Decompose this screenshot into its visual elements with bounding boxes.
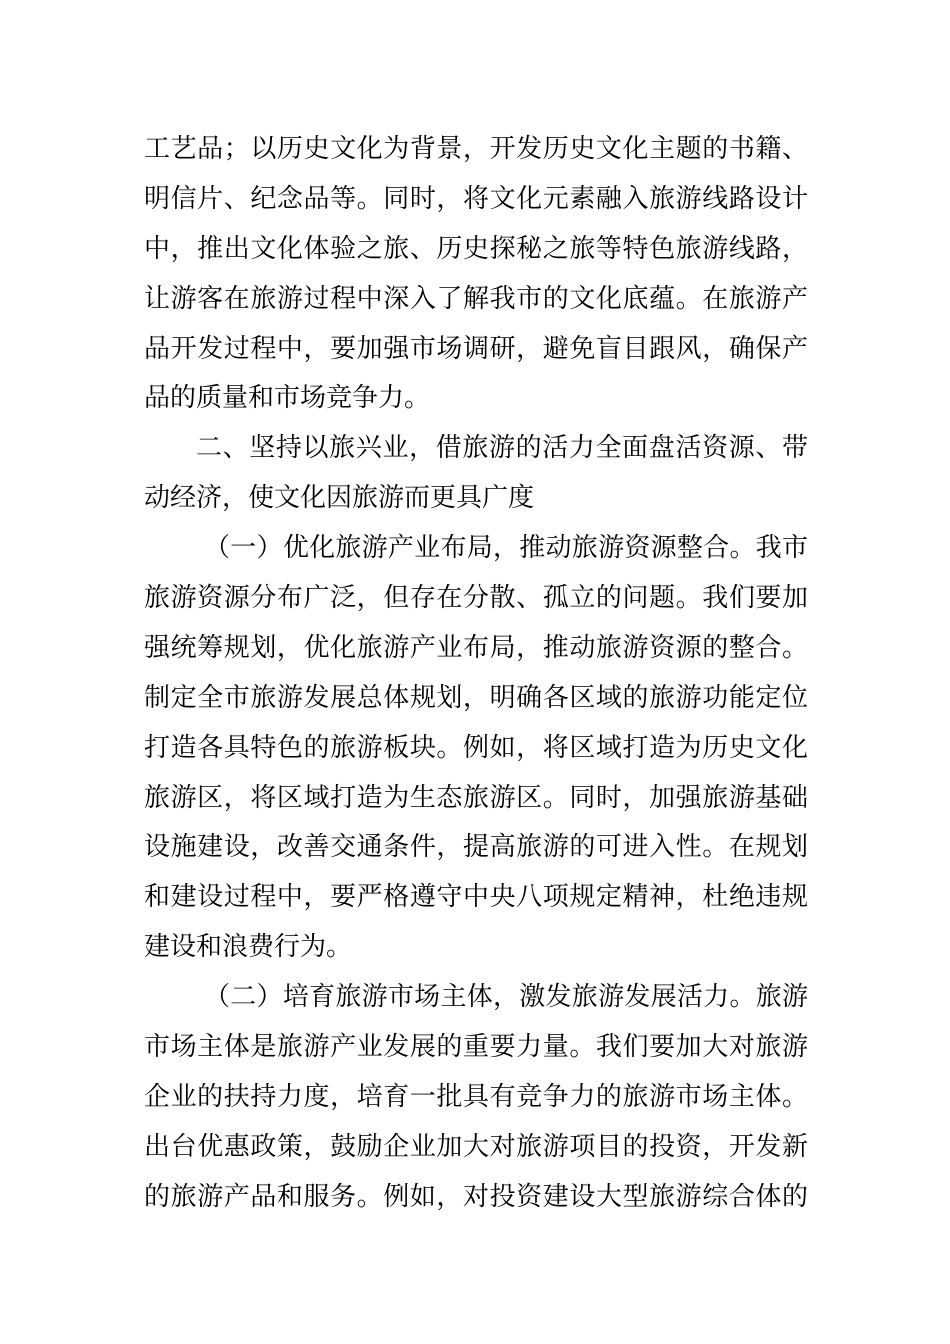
text-line: 市场主体是旅游产业发展的重要力量。我们要加大对旅游 xyxy=(144,1032,808,1063)
text-line: 品开发过程中，要加强市场调研，避免盲目跟风，确保产 xyxy=(144,333,808,364)
text-line: 企业的扶持力度，培育一批具有竞争力的旅游市场主体。 xyxy=(144,1081,808,1112)
section-heading xyxy=(144,424,808,524)
text-line: 明信片、纪念品等。同时，将文化元素融入旅游线路设计 xyxy=(144,183,808,214)
text-line: 强统筹规划，优化旅游产业布局，推动旅游资源的整合。 xyxy=(144,632,808,663)
text-line: （二）培育旅游市场主体，激发旅游发展活力。旅游 xyxy=(204,982,808,1013)
heading-line: 动经济，使文化因旅游而更具广度 xyxy=(144,483,535,514)
text-line: 工艺品；以历史文化为背景，开发历史文化主题的书籍、 xyxy=(144,134,808,164)
subsection-paragraph-1 xyxy=(144,524,808,973)
text-line: 让游客在旅游过程中深入了解我市的文化底蕴。在旅游产 xyxy=(144,283,808,314)
text-line: 打造各具特色的旅游板块。例如，将区域打造为历史文化 xyxy=(144,732,808,763)
text-line: 旅游资源分布广泛，但存在分散、孤立的问题。我们要加 xyxy=(144,583,808,614)
text-line: 出台优惠政策，鼓励企业加大对旅游项目的投资，开发新 xyxy=(144,1131,808,1162)
heading-line: 二、坚持以旅兴业，借旅游的活力全面盘活资源、带 xyxy=(196,433,808,464)
subsection-paragraph-2 xyxy=(144,973,808,1222)
text-line: （一）优化旅游产业布局，推动旅游资源整合。我市 xyxy=(204,533,808,564)
text-line: 设施建设，改善交通条件，提高旅游的可进入性。在规划 xyxy=(144,832,808,863)
text-line: 品的质量和市场竞争力。 xyxy=(144,383,431,414)
text-line: 和建设过程中，要严格遵守中央八项规定精神，杜绝违规 xyxy=(144,882,808,913)
text-line: 的旅游产品和服务。例如，对投资建设大型旅游综合体的 xyxy=(144,1181,808,1212)
paragraph-continued xyxy=(144,125,808,424)
text-line: 中，推出文化体验之旅、历史探秘之旅等特色旅游线路， xyxy=(144,233,808,264)
text-line: 建设和浪费行为。 xyxy=(144,932,353,963)
text-line: 制定全市旅游发展总体规划，明确各区域的旅游功能定位 xyxy=(144,682,808,713)
text-line: 旅游区，将区域打造为生态旅游区。同时，加强旅游基础 xyxy=(144,782,808,813)
document-body xyxy=(144,125,808,1223)
